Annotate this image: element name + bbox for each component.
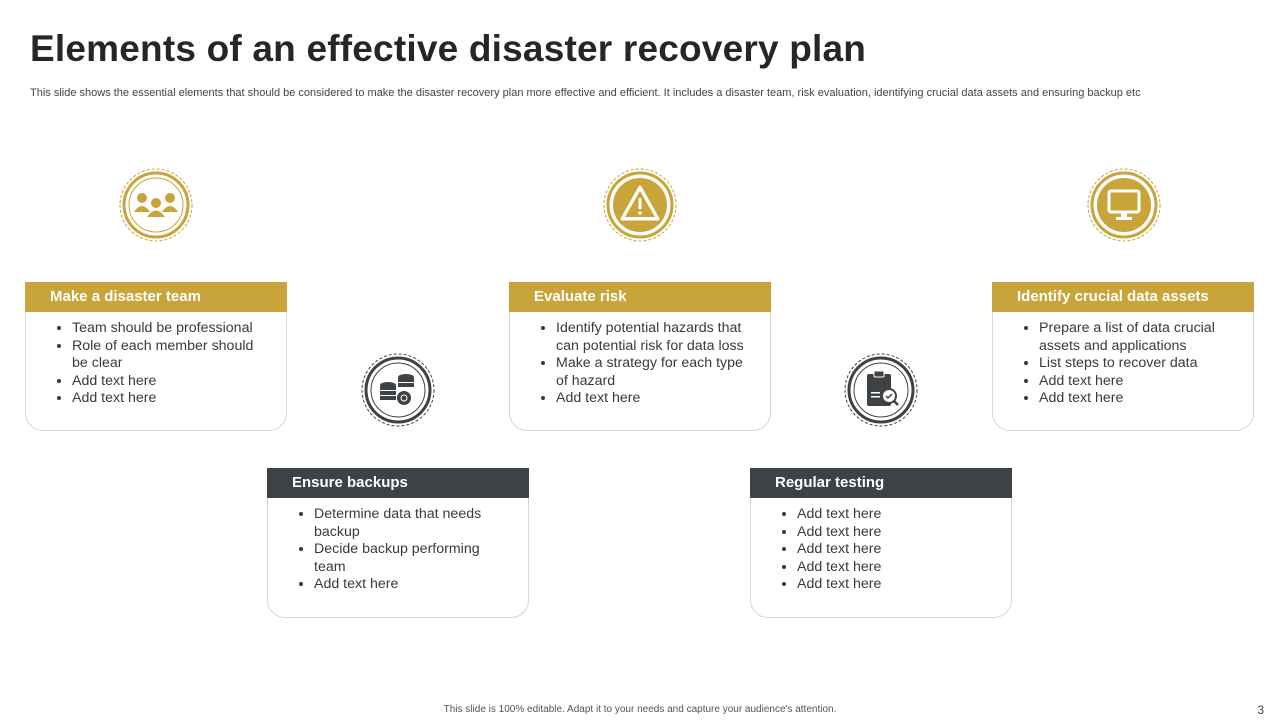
card-make-disaster-team <box>25 282 287 431</box>
list-item: • Add text here <box>1039 373 1239 391</box>
page-title: Elements of an effective disaster recovery plan <box>30 28 867 69</box>
card-identify-data-assets <box>992 282 1254 431</box>
list-item: • Decide backup performing team <box>314 541 514 576</box>
card-body <box>25 312 287 431</box>
card-body <box>992 312 1254 431</box>
page-subtitle: This slide shows the essential elements that should be considered to make the disaster recovery plan more effective and efficient. It includes a disaster team, risk evaluation, identifying crucial data assets and ensuring backup etc <box>30 87 1141 99</box>
list-item: • Add text here <box>1039 390 1239 408</box>
card-body <box>267 498 529 618</box>
bullet-list <box>538 320 756 408</box>
bullet-list <box>779 506 997 594</box>
clipboard-check-icon <box>843 352 919 428</box>
card-ensure-backups <box>267 468 529 618</box>
card-heading: Make a disaster team <box>25 282 287 312</box>
list-item: • Add text here <box>797 541 997 559</box>
monitor-icon <box>1086 167 1162 243</box>
list-item: • Add text here <box>797 576 997 594</box>
list-item: • Make a strategy for each type of hazard <box>556 355 756 390</box>
list-item: • Add text here <box>314 576 514 594</box>
team-icon <box>118 167 194 243</box>
card-body <box>750 498 1012 618</box>
card-heading: Ensure backups <box>267 468 529 498</box>
list-item: • Determine data that needs backup <box>314 506 514 541</box>
list-item: • Add text here <box>72 373 272 391</box>
list-item: • Prepare a list of data crucial assets and applications <box>1039 320 1239 355</box>
list-item: • Team should be professional <box>72 320 272 338</box>
list-item: • Add text here <box>72 390 272 408</box>
list-item: • Identify potential hazards that can potential risk for data loss <box>556 320 756 355</box>
card-heading: Regular testing <box>750 468 1012 498</box>
database-coins-icon <box>360 352 436 428</box>
card-heading: Identify crucial data assets <box>992 282 1254 312</box>
list-item: • Add text here <box>797 524 997 542</box>
list-item: • Add text here <box>797 506 997 524</box>
warning-icon <box>602 167 678 243</box>
list-item: • Add text here <box>797 559 997 577</box>
bullet-list <box>296 506 514 594</box>
page-number: 3 <box>1257 703 1264 717</box>
card-regular-testing <box>750 468 1012 618</box>
bullet-list <box>54 320 272 408</box>
list-item: • Role of each member should be clear <box>72 338 272 373</box>
footer-note: This slide is 100% editable. Adapt it to your needs and capture your audience's attention. <box>443 704 837 715</box>
card-body <box>509 312 771 431</box>
card-heading: Evaluate risk <box>509 282 771 312</box>
list-item: • List steps to recover data <box>1039 355 1239 373</box>
bullet-list <box>1021 320 1239 408</box>
card-evaluate-risk <box>509 282 771 431</box>
list-item: • Add text here <box>556 390 756 408</box>
